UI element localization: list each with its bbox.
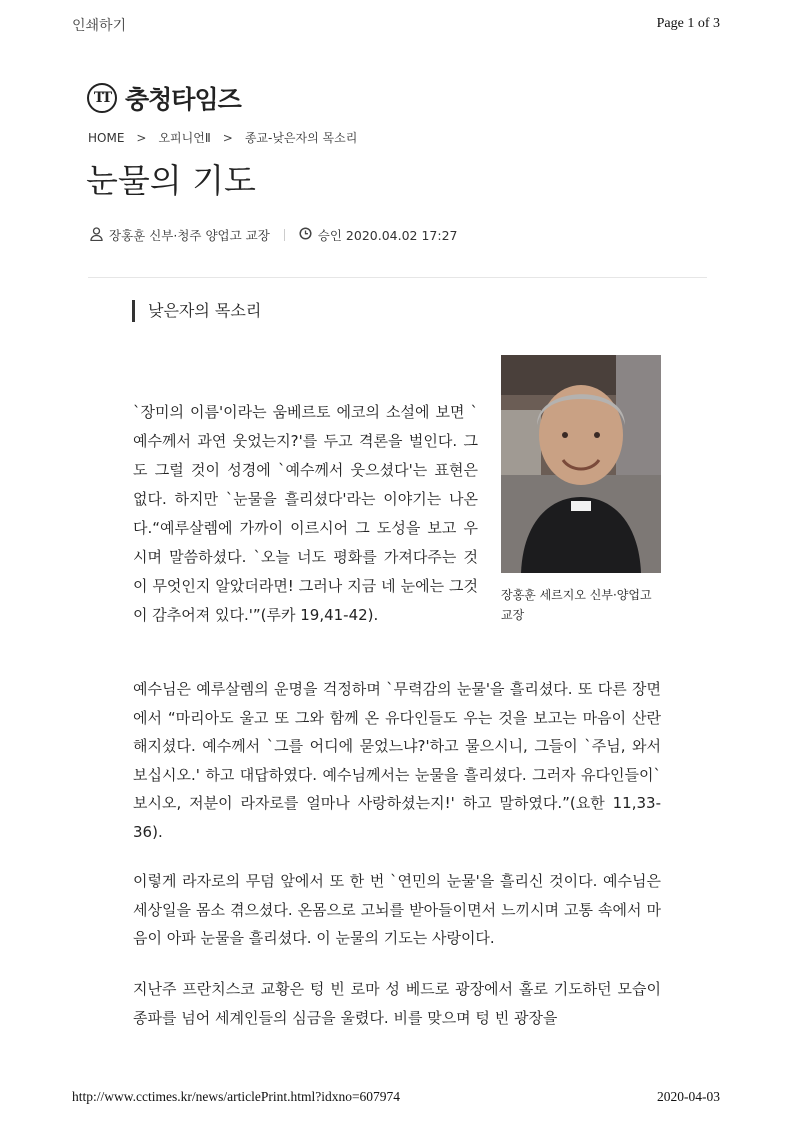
article-title: 눈물의 기도 — [86, 161, 256, 200]
logo-text: 충청타임즈 — [125, 85, 241, 114]
logo-mark-icon: TT — [87, 83, 117, 113]
user-icon — [90, 227, 109, 244]
page-number: Page 1 of 3 — [656, 16, 720, 31]
article-lead-paragraph: `장미의 이름'이라는 움베르토 에코의 소설에 보면 `예수께서 과연 웃었는지?'를 두고 격론을 벌인다. 그도 그럴 것이 성경에 `예수께서 웃으셨다'는 표현은 없다. 하지만 `눈물을 흘리셨다'라는 이야기는 나온다.“예루살렘에 가까이 이르시어 그 도성을 보고 우시며 말씀하셨다. `오늘 너도 평화를 가져다주는 것이 무엇인지 알았더라면! 그러나 지금 네 눈에는 그것이 감추어져 있다.'”(루카 19,41-42). — [133, 403, 478, 624]
approval-date: 승인 2020.04.02 17:27 — [317, 228, 458, 243]
print-url: http://www.cctimes.kr/news/articlePrint.html?idxno=607974 — [72, 1089, 401, 1104]
breadcrumb-home[interactable]: HOME — [88, 130, 125, 145]
photo-caption: 장홍훈 세르지오 신부·양업고 교장 — [501, 588, 652, 622]
breadcrumb — [88, 129, 357, 146]
breadcrumb-section[interactable]: 종교-낮은자의 목소리 — [244, 131, 358, 145]
article-meta — [90, 226, 458, 244]
article-paragraph: 이렇게 라자로의 무덤 앞에서 또 한 번 `연민의 눈물'을 흘리신 것이다. 예수님은 세상일을 몸소 겪으셨다. 온몸으로 고뇌를 받아들이면서 느끼시며 고통 속에서 마음이 아파 눈물을 흘리셨다. 이 눈물의 기도는 사랑이다. — [133, 872, 661, 947]
clock-icon — [299, 227, 318, 243]
author-name: 장홍훈 신부·청주 양업고 교장 — [109, 228, 270, 243]
chevron-right-icon: > — [222, 130, 233, 145]
meta-divider — [284, 229, 285, 241]
site-logo[interactable] — [87, 80, 241, 116]
print-date: 2020-04-03 — [657, 1089, 720, 1104]
breadcrumb-category[interactable]: 오피니언Ⅱ — [158, 131, 211, 145]
header-divider — [88, 277, 707, 278]
print-link[interactable]: 인쇄하기 — [72, 18, 127, 34]
chevron-right-icon: > — [136, 130, 147, 145]
article-paragraph: 예수님은 예루살렘의 운명을 걱정하며 `무력감의 눈물'을 흘리셨다. 또 다른 장면에서 “마리아도 울고 또 그와 함께 온 유다인들도 우는 것을 보고는 마음이 산란해지셨다. 예수께서 `그를 어디에 묻었느냐?'하고 물으시니, 그들이 `주님, 와서 보십시오.' 하고 대답하였다. 예수님께서는 눈물을 흘리셨다. 그러자 유다인들이`보시오, 저분이 라자로를 얼마나 사랑하셨는지!' 하고 말하였다.”(요한 11,33-36). — [133, 680, 661, 841]
article-paragraph: 지난주 프란치스코 교황은 텅 빈 로마 성 베드로 광장에서 홀로 기도하던 모습이 종파를 넘어 세계인들의 심금을 울렸다. 비를 맞으며 텅 빈 광장을 — [133, 980, 661, 1027]
column-name: 낮은자의 목소리 — [132, 300, 261, 322]
author-photo — [501, 355, 661, 573]
